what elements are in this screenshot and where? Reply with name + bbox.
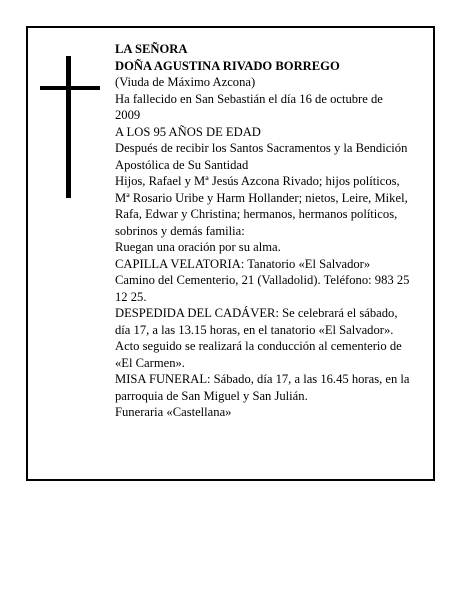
family-line: Hijos, Rafael y Mª Jesús Azcona Rivado; hijos políticos, Mª Rosario Uribe y Harm Hollander; nietos, Leire, Mikel, Rafa, Edwar y Christina; hermanos, hermanos políticos, sobrinos y demás familia: — [115, 174, 408, 238]
farewell-line: DESPEDIDA DEL CADÁVER: Se celebrará el sábado, día 17, a las 13.15 horas, en el tanatorio «El Salvador». Acto seguido se realizará la conducción al cementerio de «El Carmen». — [115, 306, 402, 370]
obituary-notice — [26, 26, 435, 481]
cross-vertical-bar — [66, 56, 71, 198]
cross-horizontal-bar — [40, 86, 100, 90]
deceased-name: DOÑA AGUSTINA RIVADO BORREGO — [115, 58, 340, 73]
notice-title: LA SEÑORA — [115, 42, 188, 56]
mass-line: MISA FUNERAL: Sábado, día 17, a las 16.45 horas, en la parroquia de San Miguel y San Julián. — [115, 372, 410, 403]
chapel-line: CAPILLA VELATORIA: Tanatorio «El Salvador» Camino del Cementerio, 21 (Valladolid). Teléfono: 983 25 12 25. — [115, 256, 410, 304]
death-line: Ha fallecido en San Sebastián el día 16 de octubre de 2009 — [115, 91, 383, 122]
cross-icon — [40, 56, 100, 198]
prayer-line: Ruegan una oración por su alma. — [115, 240, 281, 254]
funeral-home-line: Funeraria «Castellana» — [115, 405, 232, 419]
age-line: A LOS 95 AÑOS DE EDAD — [115, 124, 261, 139]
widow-line: (Viuda de Máximo Azcona) — [115, 75, 256, 89]
notice-text — [115, 41, 411, 421]
sacraments-line: Después de recibir los Santos Sacramentos y la Bendición Apostólica de Su Santidad — [115, 141, 408, 172]
